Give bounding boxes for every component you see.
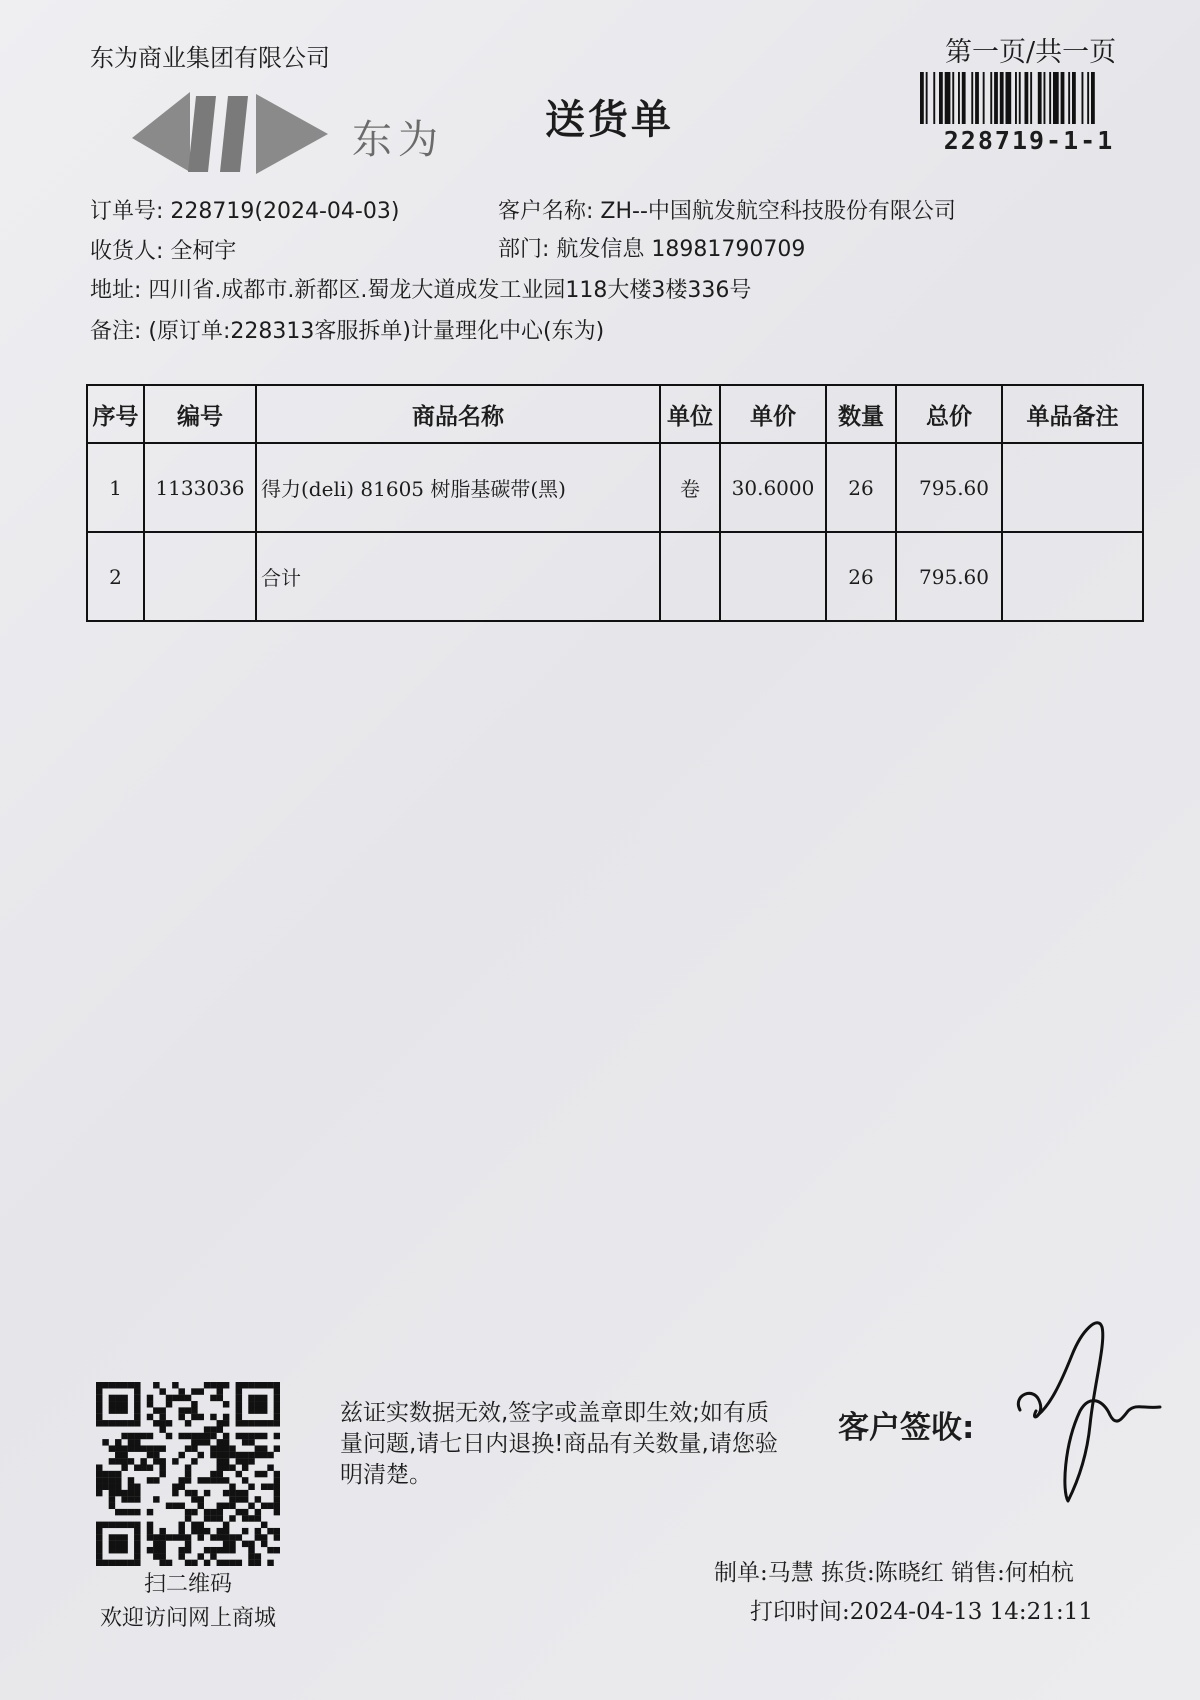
qr-caption bbox=[70, 1568, 306, 1636]
cell-product-name: 合计 bbox=[256, 532, 660, 621]
qr-caption-scan: 扫二维码 bbox=[143, 1572, 232, 1597]
address-field bbox=[90, 273, 751, 304]
header-product-name: 商品名称 bbox=[256, 385, 660, 443]
print-time: 打印时间:2024-04-13 14:21:11 bbox=[750, 1599, 1093, 1625]
qr-code-icon bbox=[96, 1382, 280, 1566]
receiver-field bbox=[90, 234, 236, 265]
receiver-value: 全柯宇 bbox=[170, 239, 237, 264]
cell-code: 1133036 bbox=[144, 443, 256, 532]
customer-field bbox=[498, 194, 956, 225]
department-value: 航发信息 18981790709 bbox=[556, 237, 806, 262]
cell-total-price: 795.60 bbox=[896, 443, 1002, 532]
cell-quantity: 26 bbox=[826, 532, 896, 621]
header-total-price: 总价 bbox=[896, 385, 1002, 443]
department-label: 部门: bbox=[498, 237, 550, 262]
cell-unit: 卷 bbox=[660, 443, 720, 532]
remark-field bbox=[90, 314, 604, 345]
order-number-label: 订单号: bbox=[90, 199, 164, 224]
department-field bbox=[498, 232, 805, 263]
header-quantity: 数量 bbox=[826, 385, 896, 443]
header-code: 编号 bbox=[144, 385, 256, 443]
customer-value: ZH--中国航发航空科技股份有限公司 bbox=[600, 199, 956, 224]
customer-label: 客户名称: bbox=[498, 199, 594, 224]
remark-value: (原订单:228313客服拆单)计量理化中心(东为) bbox=[148, 319, 605, 344]
order-number-value: 228719(2024-04-03) bbox=[170, 199, 400, 224]
receiver-label: 收货人: bbox=[90, 239, 164, 264]
barcode-number: 228719-1-1 bbox=[943, 126, 1115, 155]
company-name: 东为商业集团有限公司 bbox=[90, 44, 330, 72]
barcode-icon bbox=[920, 72, 1138, 124]
header-item-remark: 单品备注 bbox=[1002, 385, 1143, 443]
cell-total-price: 795.60 bbox=[896, 532, 1002, 621]
document-title: 送货单 bbox=[545, 97, 674, 143]
cell-index: 2 bbox=[87, 532, 144, 621]
cell-item-remark bbox=[1002, 443, 1143, 532]
table-row bbox=[87, 443, 1143, 532]
table-row-total bbox=[87, 532, 1143, 621]
address-value: 四川省.成都市.新都区.蜀龙大道成发工业园118大楼3楼336号 bbox=[148, 278, 752, 303]
cell-product-name: 得力(deli) 81605 树脂基碳带(黑) bbox=[256, 443, 660, 532]
cell-index: 1 bbox=[87, 443, 144, 532]
header-unit-price: 单价 bbox=[720, 385, 826, 443]
address-label: 地址: bbox=[90, 278, 142, 303]
staff-info: 制单:马慧 拣货:陈晓红 销售:何柏杭 bbox=[714, 1560, 1074, 1586]
page-indicator: 第一页/共一页 bbox=[945, 37, 1117, 68]
cell-code bbox=[144, 532, 256, 621]
table-header-row bbox=[87, 385, 1143, 443]
validity-notice: 兹证实数据无效,签字或盖章即生效;如有质量问题,请七日内退换!商品有关数量,请您验明清楚。 bbox=[340, 1400, 778, 1488]
header-index: 序号 bbox=[87, 385, 144, 443]
items-table bbox=[86, 384, 1144, 622]
cell-unit bbox=[660, 532, 720, 621]
logo-text: 东为 bbox=[352, 117, 444, 163]
cell-unit-price: 30.6000 bbox=[720, 443, 826, 532]
remark-label: 备注: bbox=[90, 319, 142, 344]
qr-caption-welcome: 欢迎访问网上商城 bbox=[99, 1606, 276, 1631]
cell-item-remark bbox=[1002, 532, 1143, 621]
header-unit: 单位 bbox=[660, 385, 720, 443]
cell-quantity: 26 bbox=[826, 443, 896, 532]
order-number-field bbox=[90, 194, 399, 225]
cell-unit-price bbox=[720, 532, 826, 621]
signature-icon bbox=[1010, 1315, 1170, 1515]
customer-signature-label: 客户签收: bbox=[838, 1410, 975, 1446]
company-logo-icon bbox=[130, 88, 330, 178]
